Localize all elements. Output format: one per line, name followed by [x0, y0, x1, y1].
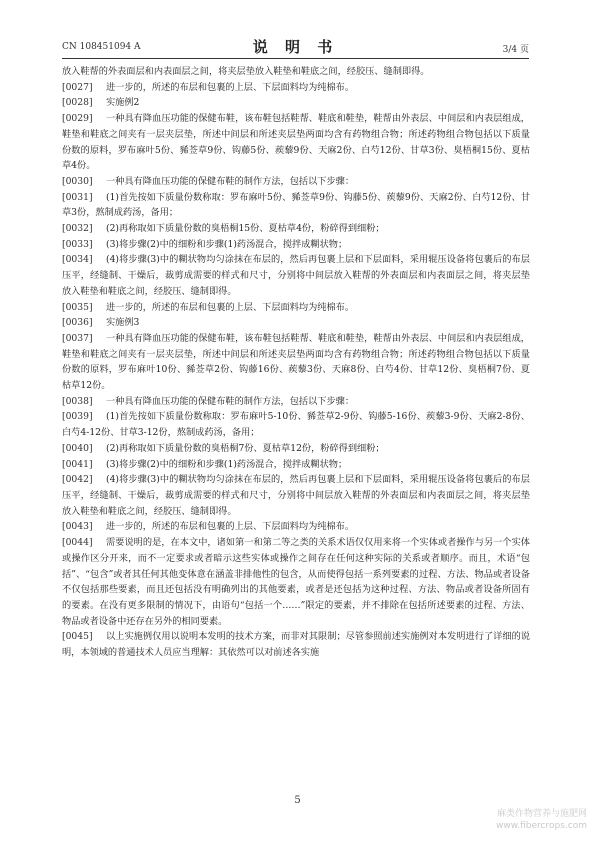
paragraph-text: 进一步的，所述的布层和包裹的上层、下层面料均为纯棉布。 [106, 81, 355, 93]
paragraph [62, 394, 530, 410]
paragraph-number: [0035] [62, 301, 93, 313]
paragraph [62, 111, 530, 174]
document-number: CN 108451094 A [62, 42, 141, 52]
paragraph-number: [0030] [62, 175, 93, 187]
paragraph-number: [0041] [62, 458, 93, 470]
paragraph-number: [0032] [62, 223, 93, 235]
paragraph-number: [0029] [62, 113, 93, 125]
paragraph-text: (2)再称取如下质量份数的臭梧桐7份、夏枯草12份，粉碎得到细粉； [106, 442, 385, 454]
document-title: 说 明 书 [252, 38, 339, 56]
paragraph-text: 进一步的，所述的布层和包裹的上层、下层面料均为纯棉布。 [106, 301, 355, 313]
paragraph [62, 237, 530, 253]
paragraph [62, 535, 530, 629]
paragraph-text: (2)再称取如下质量份数的臭梧桐15份、夏枯草4份，粉碎得到细粉； [106, 223, 385, 235]
paragraph-text: 一种具有降血压功能的保健布鞋，该布鞋包括鞋帮、鞋底和鞋垫，鞋帮由外表层、中间层和内表层组成，鞋垫和鞋底之间夹有一层夹层垫，所述中间层和所述夹层垫两面均含有药物组合物；所述药物组合物包括以下质量份数的原料，罗布麻叶10份、豨莶草2份、钩藤16份、蒺藜3份、天麻8份、白芍4份、甘草12份、臭梧桐7份、夏枯草12份。 [62, 332, 530, 392]
paragraph-number: [0031] [62, 191, 93, 203]
continued-text: 放入鞋帮的外表面层和内表面层之间，将夹层垫放入鞋垫和鞋底之间，经胶压、缝制即得。 [62, 66, 430, 77]
paragraph [62, 409, 530, 440]
paragraph-number: [0044] [62, 537, 93, 549]
paragraph-text: 一种具有降血压功能的保健布鞋，该布鞋包括鞋帮、鞋底和鞋垫，鞋帮由外表层、中间层和内表层组成，鞋垫和鞋底之间夹有一层夹层垫，所述中间层和所述夹层垫两面均含有药物组合物；所述药物组合物包括以下质量份数的原料，罗布麻叶5份、豨莶草9份、钩藤5份、蒺藜9份、天麻2份、白芍12份、甘草3份、臭梧桐15份、夏枯草4份。 [62, 113, 530, 172]
paragraph-number: [0043] [62, 521, 93, 533]
paragraph [62, 174, 530, 190]
paragraph-number: [0033] [62, 238, 93, 250]
paragraph-text: 一种具有降血压功能的保健布鞋的制作方法，包括以下步骤： [106, 175, 355, 187]
paragraph-number: [0036] [62, 317, 93, 329]
paragraph [62, 457, 530, 473]
paragraph-text: (3)将步骤(2)中的细粉和步骤(1)药汤混合，搅拌成糊状物； [106, 238, 348, 250]
paragraph-text: 以上实施例仅用以说明本发明的技术方案，而非对其限制；尽管参照前述实施例对本发明进行了详细的说明，本领域的普通技术人员应当理解：其依然可以对前述各实施 [62, 631, 530, 659]
paragraph-number: [0027] [62, 81, 93, 93]
paragraph-number: [0037] [62, 332, 93, 344]
document-body [62, 64, 530, 661]
paragraph [62, 519, 530, 535]
paragraph [62, 221, 530, 237]
paragraph-number: [0038] [62, 395, 93, 407]
paragraph [62, 252, 530, 299]
paragraph-text: 实施例2 [106, 97, 140, 109]
page-indicator: 3/4 页 [502, 45, 529, 55]
page-number: 5 [294, 795, 301, 806]
paragraph-number: [0040] [62, 442, 93, 454]
paragraph-text: (4)将步骤(3)中的糊状物均匀涂抹在布层的，然后再包裹上层和下层面料，采用辊压设备将包裹后的布层压平，经缝制、干燥后，裁剪成需要的样式和尺寸，分别将中间层放入鞋帮的外表面层和内表面层之间，将夹层垫放入鞋垫和鞋底之间，经胶压、缝制即得。 [62, 254, 530, 297]
paragraph [62, 315, 530, 331]
paragraph-text: (1)首先按如下质量份数称取：罗布麻叶5-10份、豨莶草2-9份、钩藤5-16份、蒺藜3-9份、天麻2-8份、白芍4-12份、甘草3-12份，熬制成药汤，备用； [62, 411, 530, 439]
watermark [496, 808, 587, 832]
paragraph [62, 190, 530, 221]
paragraph [62, 472, 530, 519]
paragraph-text: (1)首先按如下质量份数称取：罗布麻叶5份、豨莶草9份、钩藤5份、蒺藜9份、天麻2份、白芍12份、甘草3份，熬制成药汤，备用； [62, 191, 530, 219]
page-header [62, 36, 529, 59]
paragraph-number: [0034] [62, 254, 93, 266]
paragraph [62, 331, 530, 394]
paragraph-number: [0028] [62, 97, 93, 109]
watermark-url: www.fibercrops.com [496, 821, 587, 831]
paragraph [62, 80, 530, 96]
paragraph-text: (4)将步骤(3)中的糊状物均匀涂抹在布层的，然后再包裹上层和下层面料，采用辊压设备将包裹后的布层压平，经缝制、干燥后，裁剪成需要的样式和尺寸，分别将中间层放入鞋帮的外表面层和内表面层之间，将夹层垫放入鞋垫和鞋底之间，经胶压、缝制即得。 [62, 474, 530, 517]
paragraph-text: (3)将步骤(2)中的细粉和步骤(1)药汤混合，搅拌成糊状物； [106, 458, 348, 470]
paragraph [62, 300, 530, 316]
paragraph-number: [0042] [62, 474, 93, 486]
paragraph-text: 实施例3 [106, 317, 140, 329]
paragraph-number: [0039] [62, 411, 93, 423]
watermark-title: 麻类作物营养与施肥网 [496, 809, 587, 819]
paragraph [62, 95, 530, 111]
paragraph [62, 441, 530, 457]
paragraph-number: [0045] [62, 631, 93, 643]
paragraph [62, 629, 530, 660]
paragraph-text: 一种具有降血压功能的保健布鞋的制作方法，包括以下步骤： [106, 395, 355, 407]
paragraph-text: 需要说明的是，在本文中，诸如第一和第二等之类的关系术语仅仅用来将一个实体或者操作与另一个实体或操作区分开来，而不一定要求或者暗示这些实体或操作之间存在任何这种实际的关系或者顺序。而且，术语“包括”、“包含”或者其任何其他变体意在涵盖非排他性的包含，从而使得包括一系列要素的过程、方法、物品或者设备不仅包括那些要素，而且还包括没有明确列出的其他要素，或者是还包括为这种过程、方法、物品或者设备所固有的要素。在没有更多限制的情况下，由语句“包括一个……”限定的要素，并不排除在包括所述要素的过程、方法、物品或者设备中还存在另外的相同要素。 [62, 537, 530, 627]
paragraph-text: 进一步的，所述的布层和包裹的上层、下层面料均为纯棉布。 [106, 521, 355, 533]
